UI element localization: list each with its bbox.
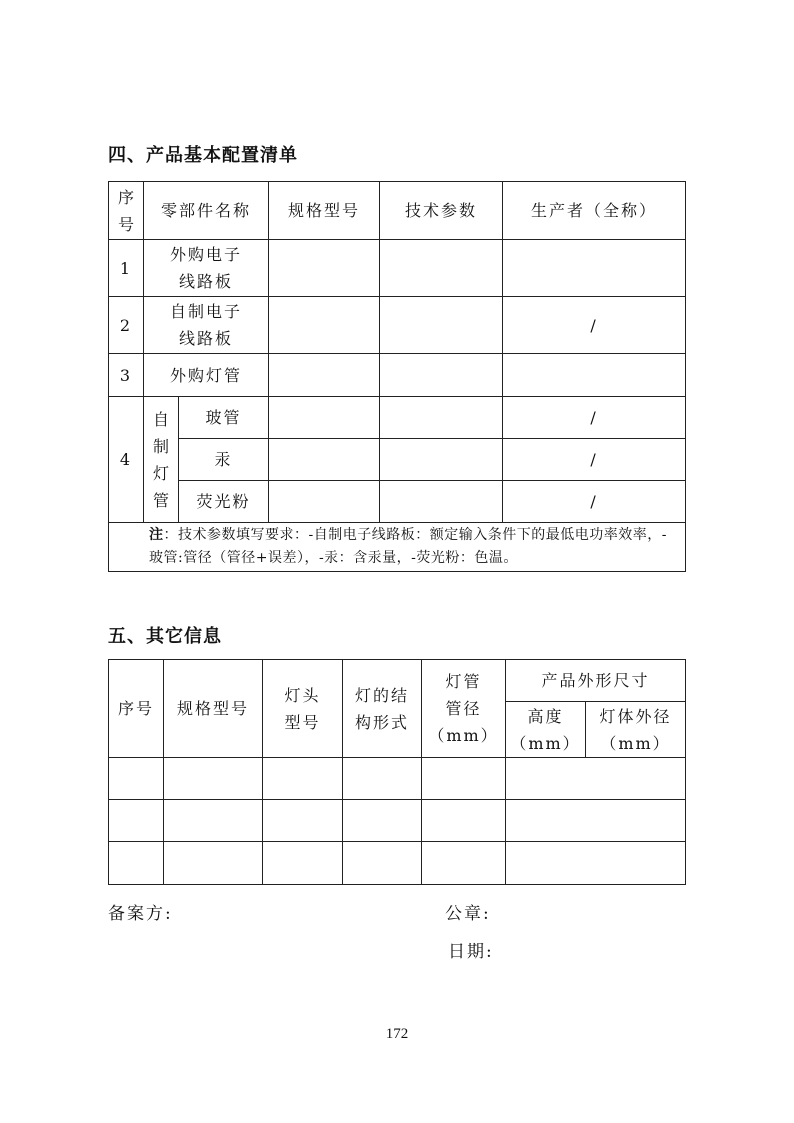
col-header-seq: 序号 bbox=[109, 660, 164, 758]
col-header-outer-diameter: 灯体外径 （mm） bbox=[586, 702, 686, 758]
maker-cell[interactable] bbox=[503, 354, 686, 397]
part-name: 荧光粉 bbox=[179, 481, 269, 523]
maker-cell: / bbox=[503, 297, 686, 354]
part-name: 汞 bbox=[179, 439, 269, 481]
col-header-param: 技术参数 bbox=[380, 182, 503, 240]
maker-cell: / bbox=[503, 481, 686, 523]
row-number: 4 bbox=[109, 397, 144, 523]
info-row bbox=[109, 758, 686, 800]
config-table bbox=[108, 181, 686, 572]
note-text: ：技术参数填写要求：-自制电子线路板：额定输入条件下的最低电功率效率，-玻管:管径（管径+误差），-汞：含汞量，-荧光粉：色温。 bbox=[149, 527, 667, 566]
structure-cell[interactable] bbox=[343, 842, 422, 885]
model-cell[interactable] bbox=[164, 842, 263, 885]
col-header-maker: 生产者（全称） bbox=[503, 182, 686, 240]
part-name: 自制电子 线路板 bbox=[144, 297, 269, 354]
model-cell[interactable] bbox=[269, 397, 380, 439]
date-label: 日期: bbox=[448, 942, 494, 962]
param-cell[interactable] bbox=[380, 481, 503, 523]
param-cell[interactable] bbox=[380, 297, 503, 354]
config-header-row bbox=[109, 182, 686, 240]
structure-cell[interactable] bbox=[343, 758, 422, 800]
model-cell[interactable] bbox=[269, 240, 380, 297]
col-header-tube-diameter: 灯管 管径 （mm） bbox=[422, 660, 506, 758]
maker-cell[interactable] bbox=[503, 240, 686, 297]
col-header-part: 零部件名称 bbox=[144, 182, 269, 240]
part-name: 外购灯管 bbox=[144, 354, 269, 397]
seq-cell[interactable] bbox=[109, 758, 164, 800]
config-row-3 bbox=[109, 354, 686, 397]
param-cell[interactable] bbox=[380, 240, 503, 297]
dimensions-cell[interactable] bbox=[506, 842, 686, 885]
col-header-model: 规格型号 bbox=[269, 182, 380, 240]
config-row-2 bbox=[109, 297, 686, 354]
param-cell[interactable] bbox=[380, 439, 503, 481]
config-row-4c bbox=[109, 481, 686, 523]
col-header-seq: 序 号 bbox=[109, 182, 144, 240]
filer-label: 备案方: bbox=[108, 904, 173, 924]
cap-cell[interactable] bbox=[263, 800, 343, 842]
section4-heading: 四、产品基本配置清单 bbox=[108, 145, 298, 166]
diameter-cell[interactable] bbox=[422, 800, 506, 842]
config-note-row bbox=[109, 523, 686, 572]
dimensions-cell[interactable] bbox=[506, 758, 686, 800]
cap-cell[interactable] bbox=[263, 758, 343, 800]
model-cell[interactable] bbox=[269, 439, 380, 481]
note-label: 注 bbox=[149, 527, 164, 543]
config-row-4a bbox=[109, 397, 686, 439]
info-row bbox=[109, 800, 686, 842]
col-header-cap-type: 灯头 型号 bbox=[263, 660, 343, 758]
part-name: 外购电子 线路板 bbox=[144, 240, 269, 297]
row-number: 3 bbox=[109, 354, 144, 397]
col-header-structure: 灯的结 构形式 bbox=[343, 660, 422, 758]
col-header-model: 规格型号 bbox=[164, 660, 263, 758]
info-row bbox=[109, 842, 686, 885]
model-cell[interactable] bbox=[164, 758, 263, 800]
seal-label: 公章: bbox=[445, 904, 491, 924]
other-info-table bbox=[108, 659, 686, 885]
seq-cell[interactable] bbox=[109, 842, 164, 885]
cap-cell[interactable] bbox=[263, 842, 343, 885]
seq-cell[interactable] bbox=[109, 800, 164, 842]
maker-cell: / bbox=[503, 439, 686, 481]
model-cell[interactable] bbox=[269, 297, 380, 354]
group-label-self-made-tube: 自 制 灯 管 bbox=[144, 397, 179, 523]
col-header-dimensions: 产品外形尺寸 bbox=[506, 660, 686, 702]
page-number: 172 bbox=[385, 1026, 409, 1042]
col-header-height: 高度 （mm） bbox=[506, 702, 586, 758]
dimensions-cell[interactable] bbox=[506, 800, 686, 842]
param-cell[interactable] bbox=[380, 397, 503, 439]
note-cell bbox=[109, 523, 686, 572]
maker-cell: / bbox=[503, 397, 686, 439]
diameter-cell[interactable] bbox=[422, 842, 506, 885]
part-name: 玻管 bbox=[179, 397, 269, 439]
param-cell[interactable] bbox=[380, 354, 503, 397]
info-header-row-1 bbox=[109, 660, 686, 702]
model-cell[interactable] bbox=[269, 481, 380, 523]
config-row-4b bbox=[109, 439, 686, 481]
structure-cell[interactable] bbox=[343, 800, 422, 842]
model-cell[interactable] bbox=[269, 354, 380, 397]
model-cell[interactable] bbox=[164, 800, 263, 842]
row-number: 1 bbox=[109, 240, 144, 297]
diameter-cell[interactable] bbox=[422, 758, 506, 800]
row-number: 2 bbox=[109, 297, 144, 354]
section5-heading: 五、其它信息 bbox=[108, 626, 222, 647]
config-row-1 bbox=[109, 240, 686, 297]
